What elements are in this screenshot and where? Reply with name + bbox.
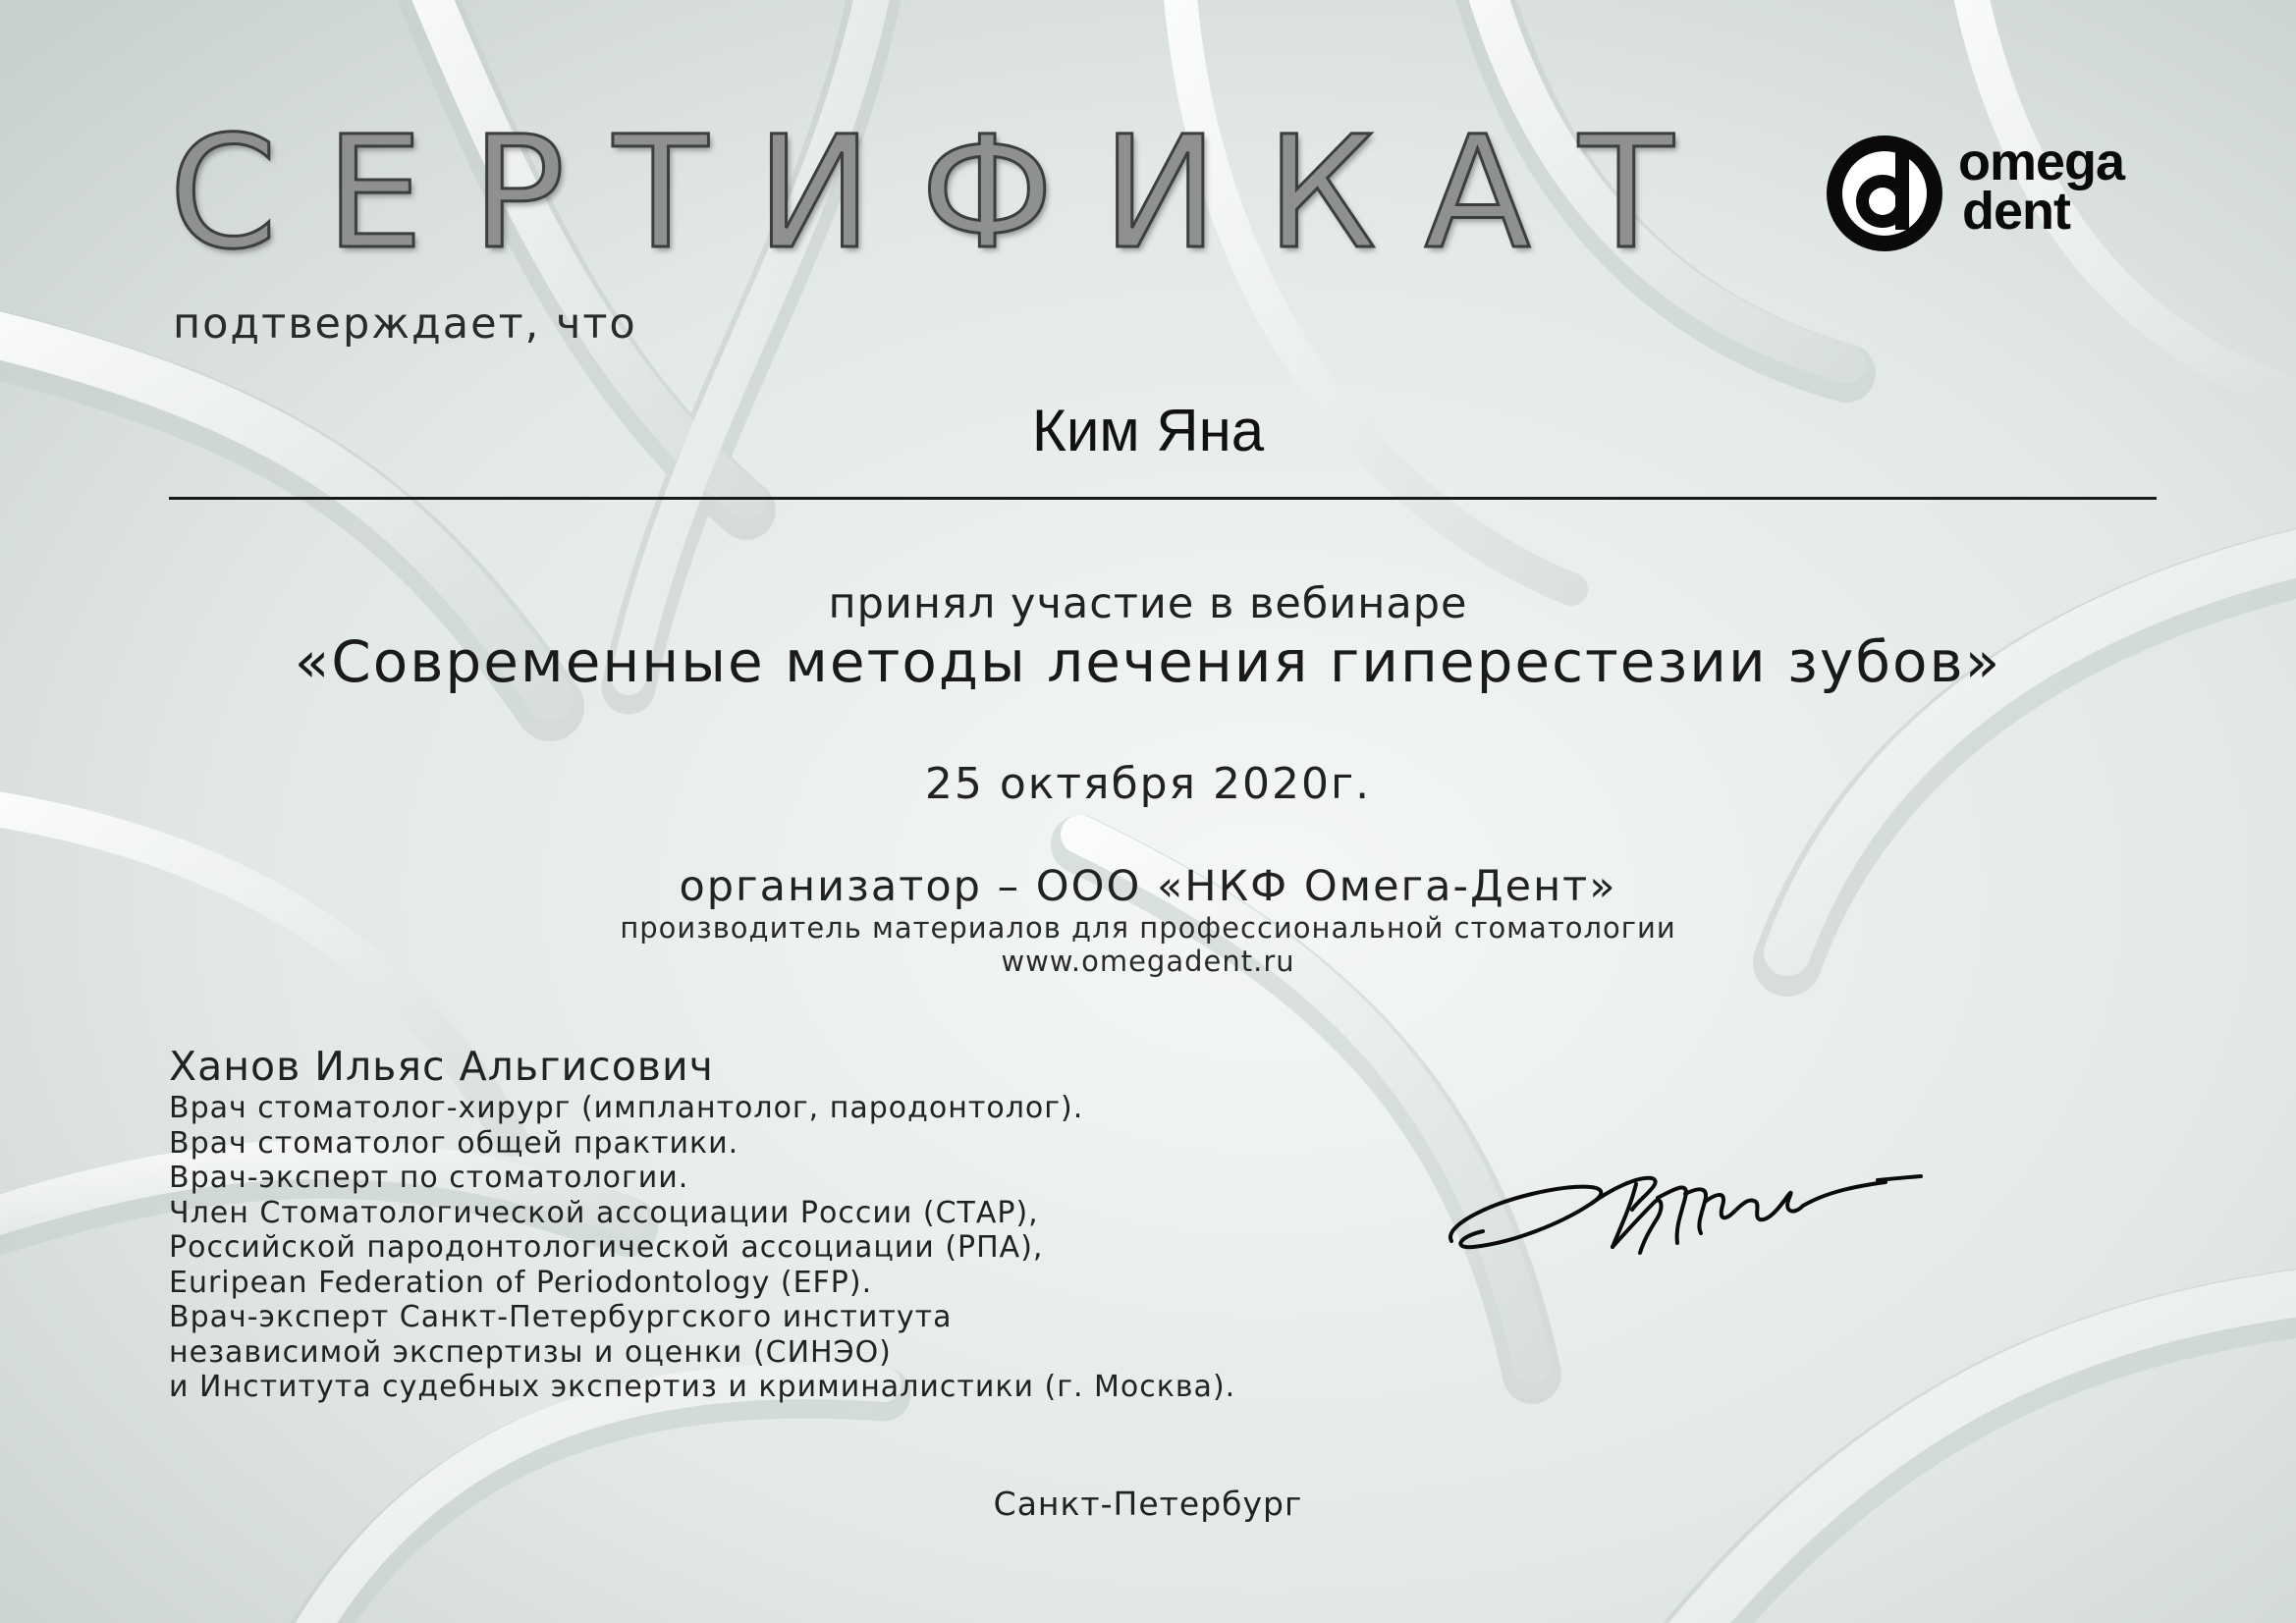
producer-text: производитель материалов для профессиональной стоматологии <box>620 911 1676 945</box>
logo-line-dent: dent <box>1962 182 2070 241</box>
name-underline <box>169 497 2157 500</box>
credential-line: Врач-эксперт Санкт-Петербургского института <box>169 1300 953 1334</box>
speaker-name: Ханов Ильяс Альгисович <box>169 1043 714 1090</box>
credential-line: Euripean Federation of Periodontology (EFP). <box>169 1265 873 1300</box>
credential-line: Врач-эксперт по стоматологии. <box>169 1161 689 1195</box>
omega-dent-d-icon <box>1827 135 1942 251</box>
recipient-name: Ким Яна <box>1031 398 1265 463</box>
organizer-text: организатор – ООО «НКФ Омега-Дент» <box>679 862 1617 911</box>
credential-line: Российской пародонтологической ассоциации (РПА), <box>169 1230 1044 1265</box>
certificate-title: СЕРТИФИКАТ <box>169 103 1722 284</box>
website-link[interactable]: www.omegadent.ru <box>1001 945 1295 978</box>
signature <box>1444 1159 1925 1267</box>
speaker-credentials <box>169 1091 1235 1405</box>
credential-line: и Института судебных экспертиз и криминалистики (г. Москва). <box>169 1370 1236 1404</box>
credential-line: независимой экспертизы и оценки (СИНЭО) <box>169 1334 892 1370</box>
logo-wordmark <box>1958 133 2125 241</box>
confirms-text: подтверждает, что <box>173 299 637 349</box>
participated-text: принял участие в вебинаре <box>828 579 1468 628</box>
credential-line: Член Стоматологической ассоциации России (СТАР), <box>169 1195 1039 1230</box>
credential-line: Врач стоматолог-хирург (имплантолог, пародонтолог). <box>169 1091 1084 1125</box>
logo-line-omega: omega <box>1958 133 2125 191</box>
city: Санкт-Петербург <box>993 1485 1303 1523</box>
credential-line: Врач стоматолог общей практики. <box>169 1125 739 1161</box>
webinar-title: «Современные методы лечения гиперестезии зубов» <box>294 628 2002 695</box>
event-date: 25 октября 2020г. <box>924 759 1372 809</box>
